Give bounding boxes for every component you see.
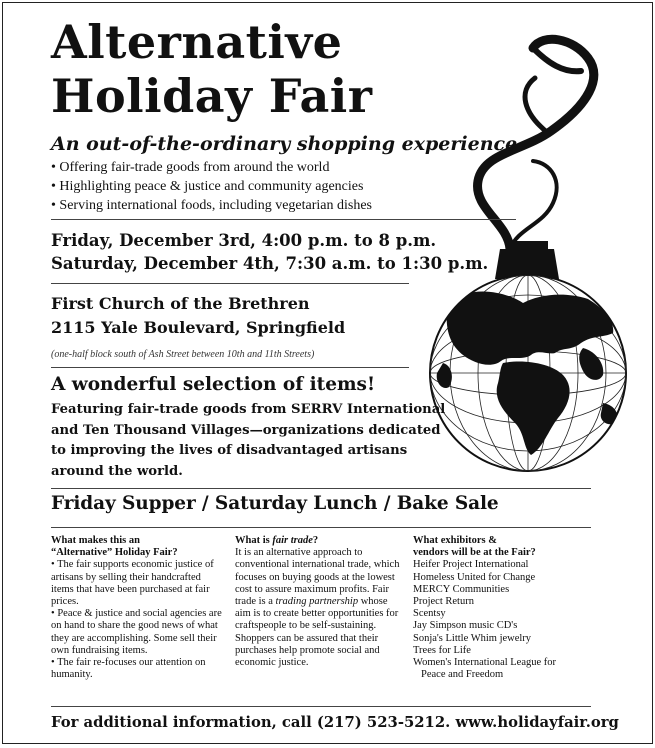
divider <box>51 219 516 220</box>
list-item: • The fair re-focuses our attention on humanity. <box>51 657 223 681</box>
exhibitor-item: MERCY Communities <box>413 583 510 595</box>
selection-body: Featuring fair-trade goods from SERRV International and Ten Thousand Villages—organizations dedicated to improving the lives of disadvantaged artisans around the world. <box>51 402 446 479</box>
exhibitor-item: Jay Simpson music CD's <box>413 620 518 632</box>
column-exhibitors <box>413 535 613 681</box>
venue-address: 2115 Yale Boulevard, Springfield <box>51 318 346 337</box>
venue-name: First Church of the Brethren <box>51 294 310 313</box>
divider <box>51 367 409 368</box>
exhibitor-item: Trees for Life <box>413 644 471 656</box>
venue <box>51 292 345 340</box>
exhibitor-item: Project Return <box>413 596 474 608</box>
divider <box>51 706 591 707</box>
event-dates <box>51 229 488 275</box>
fair-trade-body: It is an alternative approach to conventional international trade, which focuses on buying goods at the lowest cost to assure maximum profits. Fair trade is a trading partnership whose aim is to create better opportunities for craftspeople to be self-sustaining. Shoppers can be assured that their purchases help promote social and economic justice. <box>235 547 400 669</box>
flyer <box>2 2 653 744</box>
list-item: • Peace & justice and social agencies are on hand to share the good news of what they are accomplishing. Some sell their own fundraising items. <box>51 608 223 657</box>
column-alternative <box>51 535 223 681</box>
selection-heading: A wonderful selection of items! <box>51 374 376 395</box>
highlight-item: • Offering fair-trade goods from around the world <box>51 158 372 177</box>
date-friday: Friday, December 3rd, 4:00 p.m. to 8 p.m. <box>51 231 437 250</box>
highlight-item: • Serving international foods, including vegetarian dishes <box>51 196 372 215</box>
highlights-list <box>51 158 372 215</box>
exhibitor-item-continued: Peace and Freedom <box>421 669 504 681</box>
fair-title <box>51 15 372 123</box>
list-item: • The fair supports economic justice of artisans by selling their handcrafted items that have been purchased at fair prices. <box>51 559 223 608</box>
highlight-item: • Highlighting peace & justice and community agencies <box>51 177 372 196</box>
reasons-list <box>51 559 223 681</box>
column-heading: What exhibitors & vendors will be at the Fair? <box>413 535 536 559</box>
divider <box>51 283 409 284</box>
exhibitor-item: Heifer Project International <box>413 559 529 571</box>
divider <box>51 488 591 489</box>
exhibitor-item: Scentsy <box>413 608 446 620</box>
exhibitor-item: Women's International League for <box>413 657 557 669</box>
venue-directions: (one-half block south of Ash Street between 10th and 11th Streets) <box>51 349 315 360</box>
exhibitor-item: Sonja's Little Whim jewelry <box>413 632 532 644</box>
exhibitor-item: Homeless United for Change <box>413 571 536 583</box>
column-heading: What is fair trade? <box>235 535 319 546</box>
meal-events: Friday Supper / Saturday Lunch / Bake Sale <box>51 493 499 514</box>
contact-footer: For additional information, call (217) 523-5212. www.holidayfair.org <box>51 714 619 731</box>
title-line-1: Alternative <box>51 15 343 69</box>
column-heading: What makes this an “Alternative” Holiday Fair? <box>51 535 178 559</box>
date-saturday: Saturday, December 4th, 7:30 a.m. to 1:30 p.m. <box>51 254 489 273</box>
title-line-2: Holiday Fair <box>51 69 373 123</box>
column-fair-trade <box>235 535 400 669</box>
tagline: An out-of-the-ordinary shopping experience <box>51 133 518 155</box>
divider <box>51 527 591 528</box>
